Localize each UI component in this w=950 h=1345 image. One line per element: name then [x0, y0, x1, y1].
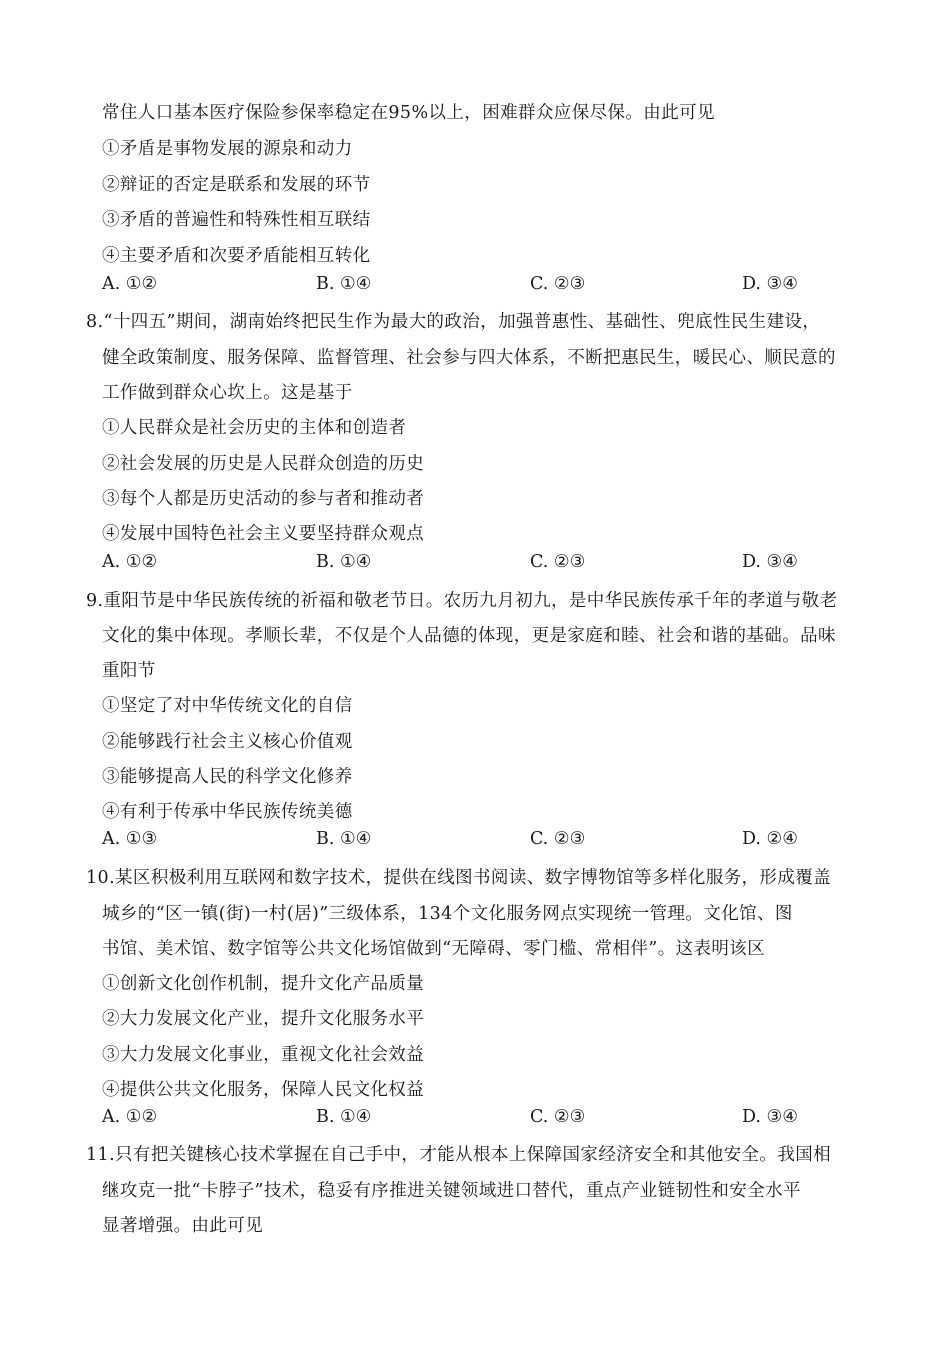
q8-stem-line-1: 8.“十四五”期间，湖南始终把民生作为最大的政治，加强普惠性、基础性、兜底性民生建设，: [86, 312, 821, 332]
q7-choice-a: A. ①②: [102, 274, 158, 294]
q8-choice-b: B. ①④: [316, 552, 372, 572]
q8-choice-d: D. ③④: [742, 552, 798, 572]
q7-option-3: ③矛盾的普遍性和特殊性相互联结: [102, 210, 371, 230]
q9-option-1: ①坚定了对中华传统文化的自信: [102, 696, 353, 716]
q9-stem-line-3: 重阳节: [102, 661, 156, 681]
q10-stem-line-1: 10.某区积极利用互联网和数字技术，提供在线图书阅读、数字博物馆等多样化服务，形成覆盖: [86, 868, 832, 888]
q10-option-2: ②大力发展文化产业，提升文化服务水平: [102, 1009, 425, 1029]
q8-choice-c: C. ②③: [530, 552, 586, 572]
q8-option-4: ④发展中国特色社会主义要坚持群众观点: [102, 524, 425, 544]
q9-stem-line-1: 9.重阳节是中华民族传统的祈福和敬老节日。农历九月初九，是中华民族传承千年的孝道与敬老: [86, 591, 838, 611]
q8-option-2: ②社会发展的历史是人民群众创造的历史: [102, 454, 425, 474]
q11-stem-line-3: 显著增强。由此可见: [102, 1216, 264, 1236]
q11-stem-line-2: 继攻克一批“卡脖子”技术，稳妥有序推进关键领域进口替代，重点产业链韧性和安全水平: [102, 1181, 801, 1201]
q7-option-2: ②辩证的否定是联系和发展的环节: [102, 175, 371, 195]
q9-choice-d: D. ②④: [742, 829, 798, 849]
q10-choice-d: D. ③④: [742, 1107, 798, 1127]
q9-stem-line-2: 文化的集中体现。孝顺长辈，不仅是个人品德的体现，更是家庭和睦、社会和谐的基础。品味: [102, 626, 836, 646]
q10-option-4: ④提供公共文化服务，保障人民文化权益: [102, 1080, 425, 1100]
q7-choice-c: C. ②③: [530, 274, 586, 294]
q8-stem-line-2: 健全政策制度、服务保障、监督管理、社会参与四大体系，不断把惠民生，暖民心、顺民意的: [102, 348, 836, 368]
q10-choice-c: C. ②③: [530, 1107, 586, 1127]
q9-option-4: ④有利于传承中华民族传统美德: [102, 802, 353, 822]
q9-choice-b: B. ①④: [316, 829, 372, 849]
q8-choice-a: A. ①②: [102, 552, 158, 572]
q10-stem-line-3: 书馆、美术馆、数字馆等公共文化场馆做到“无障碍、零门槛、常相伴”。这表明该区: [102, 939, 766, 959]
q8-option-1: ①人民群众是社会历史的主体和创造者: [102, 418, 407, 438]
q7-option-1: ①矛盾是事物发展的源泉和动力: [102, 139, 353, 159]
q7-choice-d: D. ③④: [742, 274, 798, 294]
q11-stem-line-1: 11.只有把关键核心技术掌握在自己手中，才能从根本上保障国家经济安全和其他安全。我国相: [86, 1145, 832, 1165]
q7-choice-b: B. ①④: [316, 274, 372, 294]
q8-stem-line-3: 工作做到群众心坎上。这是基于: [102, 383, 353, 403]
q7-option-4: ④主要矛盾和次要矛盾能相互转化: [102, 246, 371, 266]
q10-choice-b: B. ①④: [316, 1107, 372, 1127]
q10-option-3: ③大力发展文化事业，重视文化社会效益: [102, 1045, 425, 1065]
q9-choice-c: C. ②③: [530, 829, 586, 849]
q9-option-3: ③能够提高人民的科学文化修养: [102, 767, 353, 787]
q9-choice-a: A. ①③: [102, 829, 158, 849]
q9-option-2: ②能够践行社会主义核心价值观: [102, 732, 353, 752]
q7-continuation: 常住人口基本医疗保险参保率稳定在95%以上，困难群众应保尽保。由此可见: [102, 103, 715, 123]
q8-option-3: ③每个人都是历史活动的参与者和推动者: [102, 489, 425, 509]
q10-choice-a: A. ①②: [102, 1107, 158, 1127]
q10-stem-line-2: 城乡的“区一镇(街)一村(居)”三级体系，134个文化服务网点实现统一管理。文化馆、图: [102, 904, 793, 924]
q10-option-1: ①创新文化创作机制，提升文化产品质量: [102, 974, 425, 994]
